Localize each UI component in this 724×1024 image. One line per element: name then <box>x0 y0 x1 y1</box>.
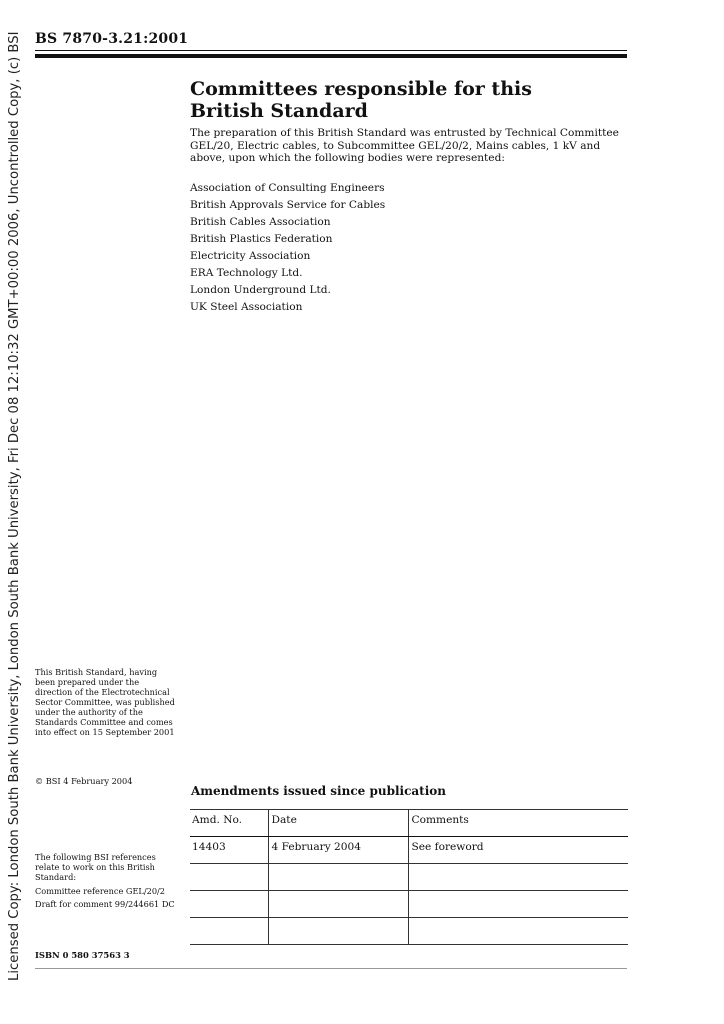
table-cell: See foreword <box>408 837 628 864</box>
copyright-note: © BSI 4 February 2004 <box>35 776 133 786</box>
table-cell <box>190 891 268 918</box>
column-header-date: Date <box>268 810 408 837</box>
table-row <box>190 864 628 891</box>
footer-rule <box>35 968 627 969</box>
table-cell <box>408 864 628 891</box>
amendments-heading: Amendments issued since publication <box>191 784 446 798</box>
column-header-amd-no: Amd. No. <box>190 810 268 837</box>
table-cell <box>268 918 408 945</box>
table-cell <box>190 918 268 945</box>
header-rule-thin <box>35 50 627 51</box>
publication-note: This British Standard, having been prepared under the direction of the Electrotechnical Sector Committee, was published under the authority of the Standards Committee and comes into effect on 15 September 2001 <box>35 667 175 737</box>
table-row <box>190 891 628 918</box>
table-cell <box>268 891 408 918</box>
table-cell <box>408 918 628 945</box>
draft-for-comment: Draft for comment 99/244661 DC <box>35 899 175 909</box>
column-header-comments: Comments <box>408 810 628 837</box>
header-rule-thick <box>35 54 627 58</box>
amendments-table <box>190 809 628 945</box>
page-title-line2: British Standard <box>190 100 368 122</box>
table-row <box>190 837 628 864</box>
represented-bodies-list <box>190 180 620 316</box>
list-item: ERA Technology Ltd. <box>190 267 303 279</box>
page-title-line1: Committees responsible for this <box>190 78 532 100</box>
list-item: British Approvals Service for Cables <box>190 199 386 211</box>
table-cell: 14403 <box>190 837 268 864</box>
table-row <box>190 918 628 945</box>
table-cell <box>190 864 268 891</box>
table-cell: 4 February 2004 <box>268 837 408 864</box>
page-title <box>190 78 630 122</box>
table-cell <box>408 891 628 918</box>
list-item: London Underground Ltd. <box>190 284 331 296</box>
list-item: Association of Consulting Engineers <box>190 182 385 194</box>
committee-reference: Committee reference GEL/20/2 <box>35 886 166 896</box>
table-cell <box>268 864 408 891</box>
list-item: UK Steel Association <box>190 301 303 313</box>
list-item: Electricity Association <box>190 250 311 262</box>
list-item: British Plastics Federation <box>190 233 333 245</box>
table-header-row <box>190 810 628 837</box>
intro-paragraph: The preparation of this British Standard was entrusted by Technical Committee GEL/20, Electric cables, to Subcommittee GEL/20/2, Mains cables, 1 kV and above, upon which the following bodies were represented: <box>190 127 619 164</box>
isbn: ISBN 0 580 37563 3 <box>35 950 130 960</box>
list-item: British Cables Association <box>190 216 331 228</box>
standard-number: BS 7870-3.21:2001 <box>35 31 189 47</box>
bsi-references-intro: The following BSI references relate to work on this British Standard: <box>35 852 156 882</box>
license-side-notice: Licensed Copy: London South Bank University, London South Bank University, Fri Dec 08 12:10:32 GMT+00:00 2006, Uncontrolled Copy, (c) BSI <box>7 31 22 981</box>
